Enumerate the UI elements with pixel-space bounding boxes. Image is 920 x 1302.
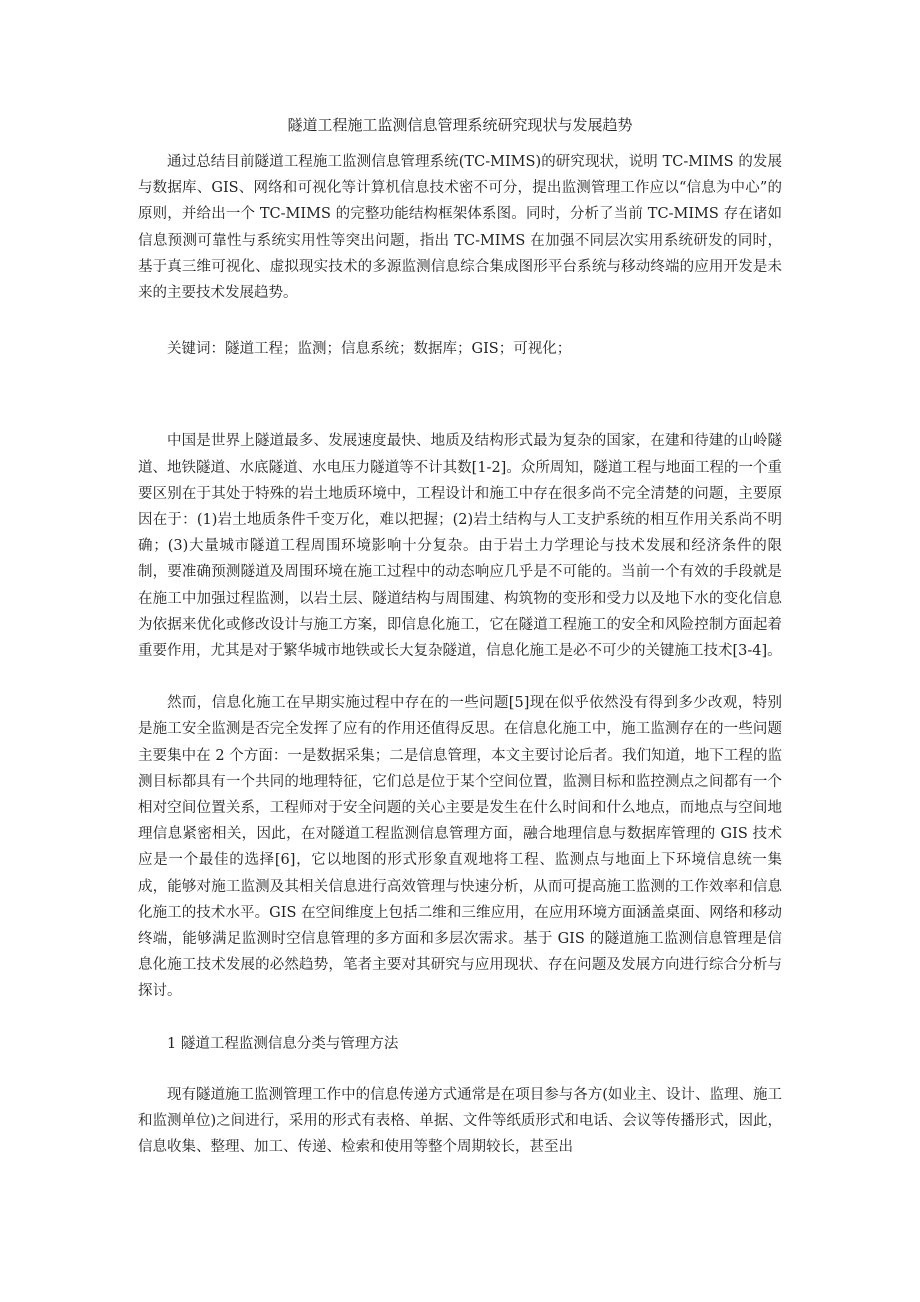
section-1-paragraph-1: 现有隧道施工监测管理工作中的信息传递方式通常是在项目参与各方(如业主、设计、监理、施工和监测单位)之间进行，采用的形式有表格、单据、文件等纸质形式和电话、会议等传播形式，因此，信息收集、整理、加工、传递、检索和使用等整个周期较长，甚至出 <box>138 1086 782 1156</box>
intro-paragraph-2: 然而，信息化施工在早期实施过程中存在的一些问题[5]现在似乎依然没有得到多少改观，特别是施工安全监测是否完全发挥了应有的作用还值得反思。在信息化施工中，施工监测存在的一些问题主要集中在 2 个方面：一是数据采集；二是信息管理，本文主要讨论后者。我们知道，地下工程的监测目标都具有一个共同的地理特征，它们总是位于某个空间位置，监测目标和监控测点之间都有一个相对空间位置关系，工程师对于安全问题的关心主要是发生在什么时间和什么地点，而地点与空间地理信息紧密相关，因此，在对隧道工程监测信息管理方面，融合地理信息与数据库管理的 GIS 技术应是一个最佳的选择[6]，它以地图的形式形象直观地将工程、监测点与地面上下环境信息统一集成，能够对施工监测及其相关信息进行高效管理与快速分析，从而可提高施工监测的工作效率和信息化施工的技术水平。GIS 在空间维度上包括二维和三维应用，在应用环境方面涵盖桌面、网络和移动终端，能够满足监测时空信息管理的多方面和多层次需求。基于 GIS 的隧道施工监测信息管理是信息化施工技术发展的必然趋势，笔者主要对其研究与应用现状、存在问题及发展方向进行综合分析与探讨。 <box>138 695 782 1000</box>
intro-paragraph-1: 中国是世界上隧道最多、发展速度最快、地质及结构形式最为复杂的国家，在建和待建的山岭隧道、地铁隧道、水底隧道、水电压力隧道等不计其数[1-2]。众所周知，隧道工程与地面工程的一个重要区别在于其处于特殊的岩土地质环境中，工程设计和施工中存在很多尚不完全清楚的问题，主要原因在于：(1)岩土地质条件千变万化，难以把握；(2)岩土结构与人工支护系统的相互作用关系尚不明确；(3)大量城市隧道工程周围环境影响十分复杂。由于岩土力学理论与技术发展和经济条件的限制，要准确预测隧道及周围环境在施工过程中的动态响应几乎是不可能的。当前一个有效的手段就是在施工中加强过程监测，以岩土层、隧道结构与周围建、构筑物的变形和受力以及地下水的变化信息为依据来优化或修改设计与施工方案，即信息化施工，它在隧道工程施工的安全和风险控制方面起着重要作用，尤其是对于繁华城市地铁或长大复杂隧道，信息化施工是必不可少的关键施工技术[3-4]。 <box>138 433 782 660</box>
abstract-paragraph: 通过总结目前隧道工程施工监测信息管理系统(TC-MIMS)的研究现状，说明 TC-MIMS 的发展与数据库、GIS、网络和可视化等计算机信息技术密不可分，提出监测管理工作应以“信息为中心”的原则，并给出一个 TC-MIMS 的完整功能结构框架体系图。同时，分析了当前 TC-MIMS 存在诸如信息预测可靠性与系统实用性等突出问题，指出 TC-MIMS 在加强不同层次实用系统研发的同时，基于真三维可视化、虚拟现实技术的多源监测信息综合集成图形平台系统与移动终端的应用开发是未来的主要技术发展趋势。 <box>138 154 782 302</box>
document-title: 隧道工程施工监测信息管理系统研究现状与发展趋势 <box>287 116 633 134</box>
section-heading-1: 1 隧道工程监测信息分类与管理方法 <box>167 1035 399 1052</box>
keywords-line: 关键词：隧道工程；监测；信息系统；数据库；GIS；可视化； <box>167 341 572 358</box>
